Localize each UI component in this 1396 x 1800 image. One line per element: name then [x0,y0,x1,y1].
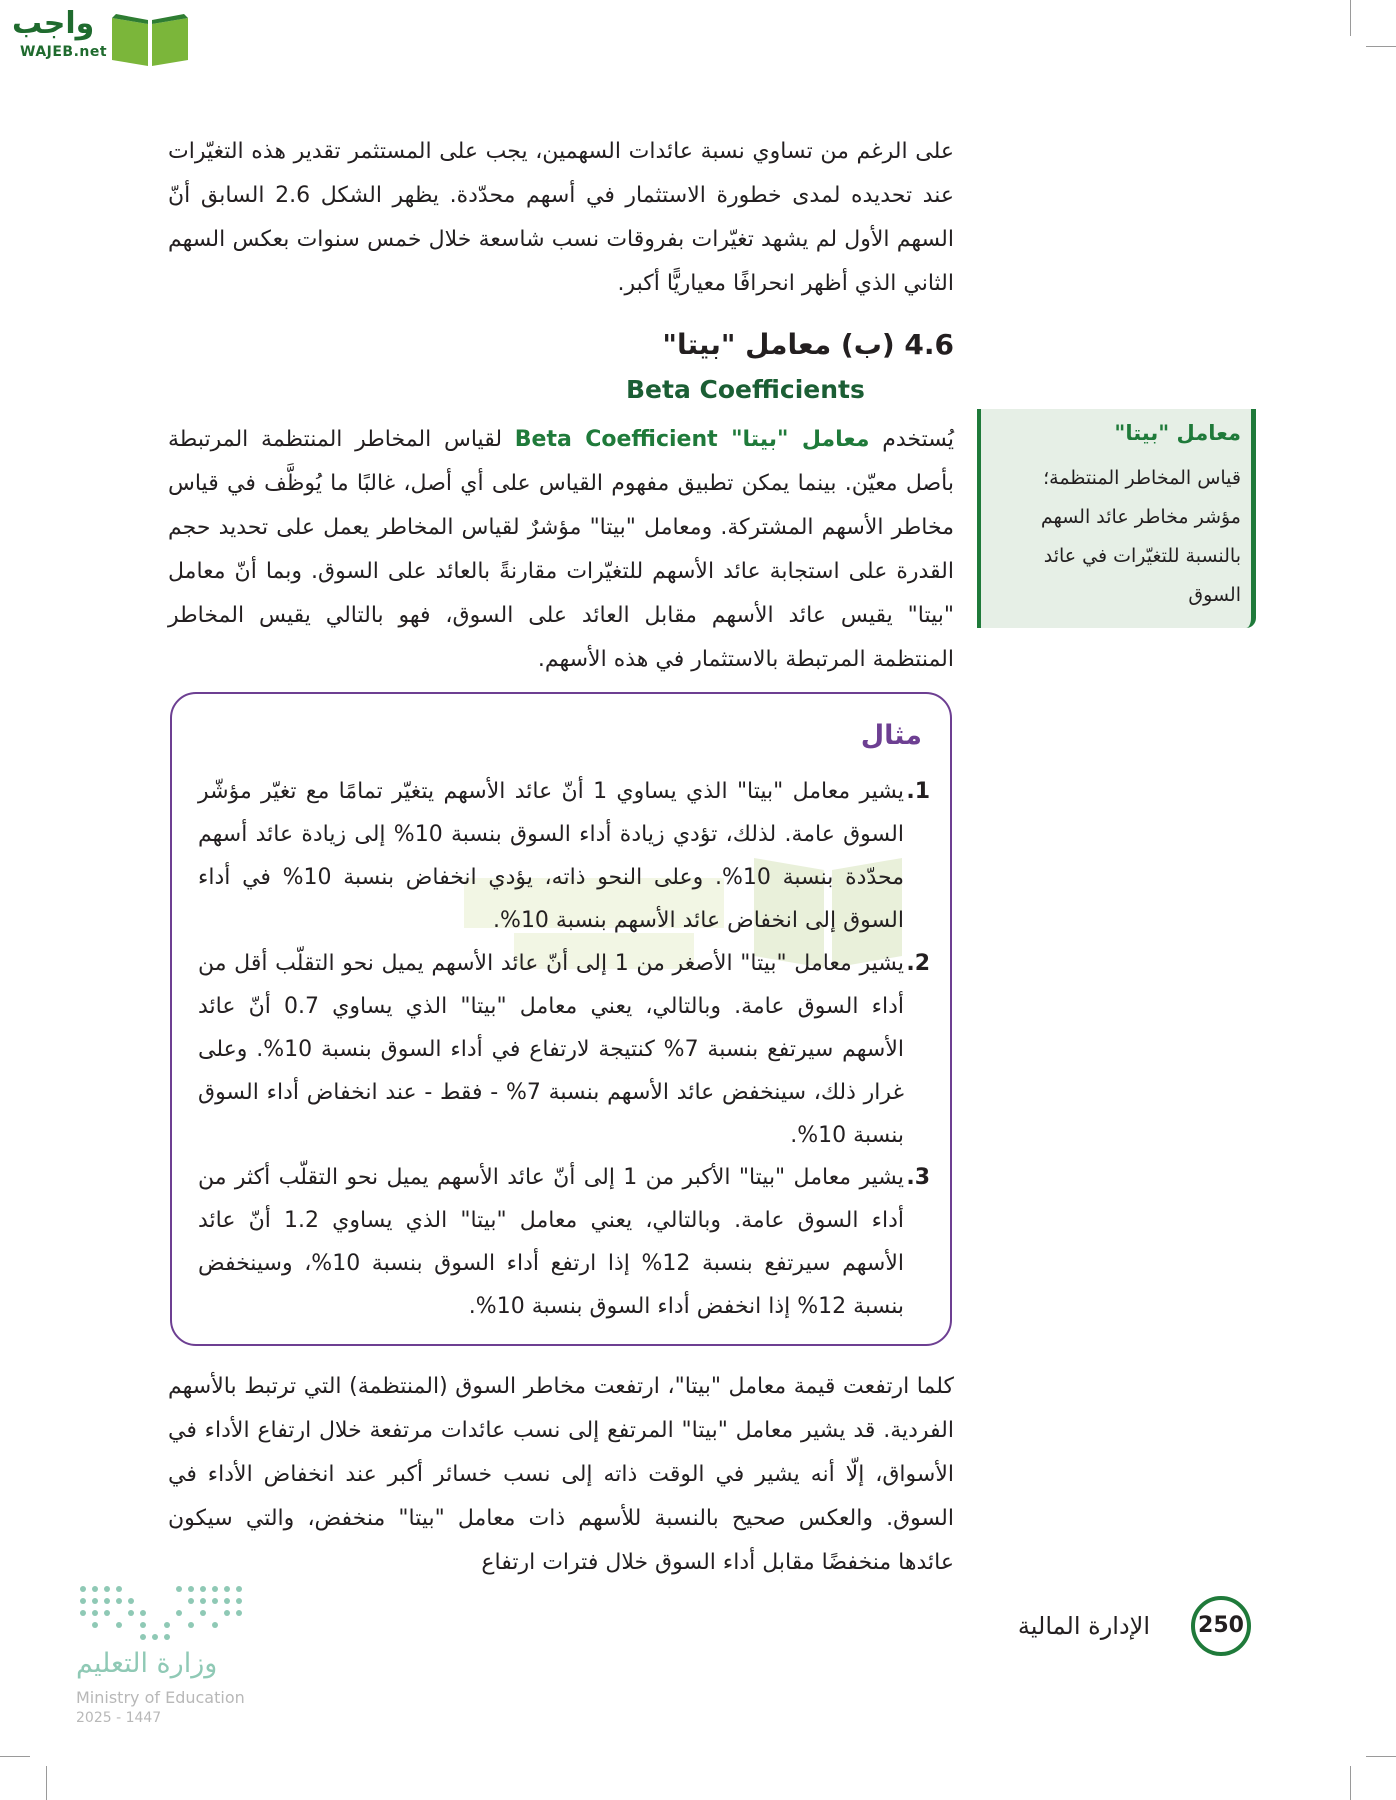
crop-mark [1366,1756,1396,1757]
section-heading: 4.6 (ب) معامل "بيتا" [662,328,954,361]
paragraph-intro: يُستخدم [869,427,954,452]
book-title: الإدارة المالية [1017,1612,1150,1640]
ministry-of-education-logo [76,1582,256,1732]
section-heading-english: Beta Coefficients [626,375,865,404]
crop-mark [1350,1766,1351,1800]
example-item-text: يشير معامل "بيتا" الأكبر من 1 إلى أنّ عائد الأسهم يميل نحو التقلّب أكثر من أداء السوق عامة. وبالتالي، يعني معامل "بيتا" الذي يساوي 1.2 أنّ عائد الأسهم سيرتفع بنسبة 12% إذا ارتفع أداء السوق بنسبة 10%، وسينخفض بنسبة 12% إذا انخفض أداء السوق بنسبة 10%. [198,1165,904,1319]
intro-paragraph: على الرغم من تساوي نسبة عائدات السهمين، يجب على المستثمر تقدير هذه التغيّرات عند تحديده لمدى خطورة الاستثمار في أسهم محدّدة. يظهر الشكل 2.6 السابق أنّ السهم الأول لم يشهد تغيّرات بفروقات نسب شاسعة خلال خمس سنوات بعكس السهم الثاني الذي أظهر انحرافًا معياريًّا أكبر. [168,139,954,296]
glossary-sidebar [977,409,1256,628]
example-item-number: 3. [906,1165,930,1190]
example-item-text: يشير معامل "بيتا" الذي يساوي 1 أنّ عائد الأسهم يتغيّر تمامًا مع تغيّر مؤشّر السوق عامة. لذلك، تؤدي زيادة أداء السوق بنسبة 10% إلى زيادة عائد أسهم محدّدة بنسبة 10%. وعلى النحو ذاته، يؤدي انخفاض بنسبة 10% في أداء السوق إلى انخفاض عائد الأسهم بنسبة 10%. [198,779,904,933]
wajeb-logo[interactable] [12,6,192,68]
example-item-number: 1. [906,779,930,804]
ministry-english-name: Ministry of Education [76,1688,245,1707]
example-item [198,770,930,942]
page-number: 250 [1191,1596,1251,1656]
ministry-arabic-name: وزارة التعليم [76,1648,218,1679]
crop-mark [46,1766,47,1800]
crop-mark [1366,46,1396,47]
example-item [198,1156,930,1328]
logo-english-text: WAJEB.net [20,44,108,60]
closing-paragraph: كلما ارتفعت قيمة معامل "بيتا"، ارتفعت مخاطر السوق (المنتظمة) التي ترتبط بالأسهم الفردية. قد يشير معامل "بيتا" المرتفع إلى نسب عائدات مرتفعة خلال ارتفاع الأداء في الأسواق، إلّا أنه يشير في الوقت ذاته إلى نسب خسائر أكبر عند انخفاض الأداء في السوق. والعكس صحيح بالنسبة للأسهم ذات معامل "بيتا" منخفض، والتي سيكون عائدها منخفضًا مقابل أداء السوق خلال فترات ارتفاع [168,1374,954,1575]
paragraph-rest: لقياس المخاطر المنتظمة المرتبطة بأصل معيّن. بينما يمكن تطبيق مفهوم القياس على أي أصل، غالبًا ما يُوظَّف في قياس مخاطر الأسهم المشتركة. ومعامل "بيتا" مؤشرٌ لقياس المخاطر يعمل على تحديد حجم القدرة على استجابة عائد الأسهم للتغيّرات مقارنةً بالعائد على السوق. وبما أنّ معامل "بيتا" يقيس عائد الأسهم مقابل العائد على السوق، فهو بالتالي يقيس المخاطر المنتظمة المرتبطة بالاستثمار في هذه الأسهم. [168,427,954,672]
example-box [170,692,952,1346]
crop-mark [0,1756,30,1757]
beta-definition-paragraph [168,418,954,682]
book-icon [108,8,192,68]
example-item-number: 2. [906,951,930,976]
glossary-definition: قياس المخاطر المنتظمة؛ مؤشر مخاطر عائد السهم بالنسبة للتغيّرات في عائد السوق [1040,467,1241,606]
example-title: مثال [860,720,922,751]
crop-mark [1350,0,1351,36]
example-item-text: يشير معامل "بيتا" الأصغر من 1 إلى أنّ عائد الأسهم يميل نحو التقلّب أقل من أداء السوق عامة. وبالتالي، يعني معامل "بيتا" الذي يساوي 0.7 أنّ عائد الأسهم سيرتفع بنسبة 7% كنتيجة لارتفاع في أداء السوق بنسبة 10%. وعلى غرار ذلك، سينخفض عائد الأسهم بنسبة 7% - فقط - عند انخفاض أداء السوق بنسبة 10%. [198,951,904,1148]
logo-arabic-text: واجب [12,6,95,41]
beta-term: معامل "بيتا" Beta Coefficient [514,427,870,452]
example-item [198,942,930,1157]
ministry-year: 2025 - 1447 [76,1710,162,1726]
glossary-title: معامل "بيتا" [1114,421,1241,445]
